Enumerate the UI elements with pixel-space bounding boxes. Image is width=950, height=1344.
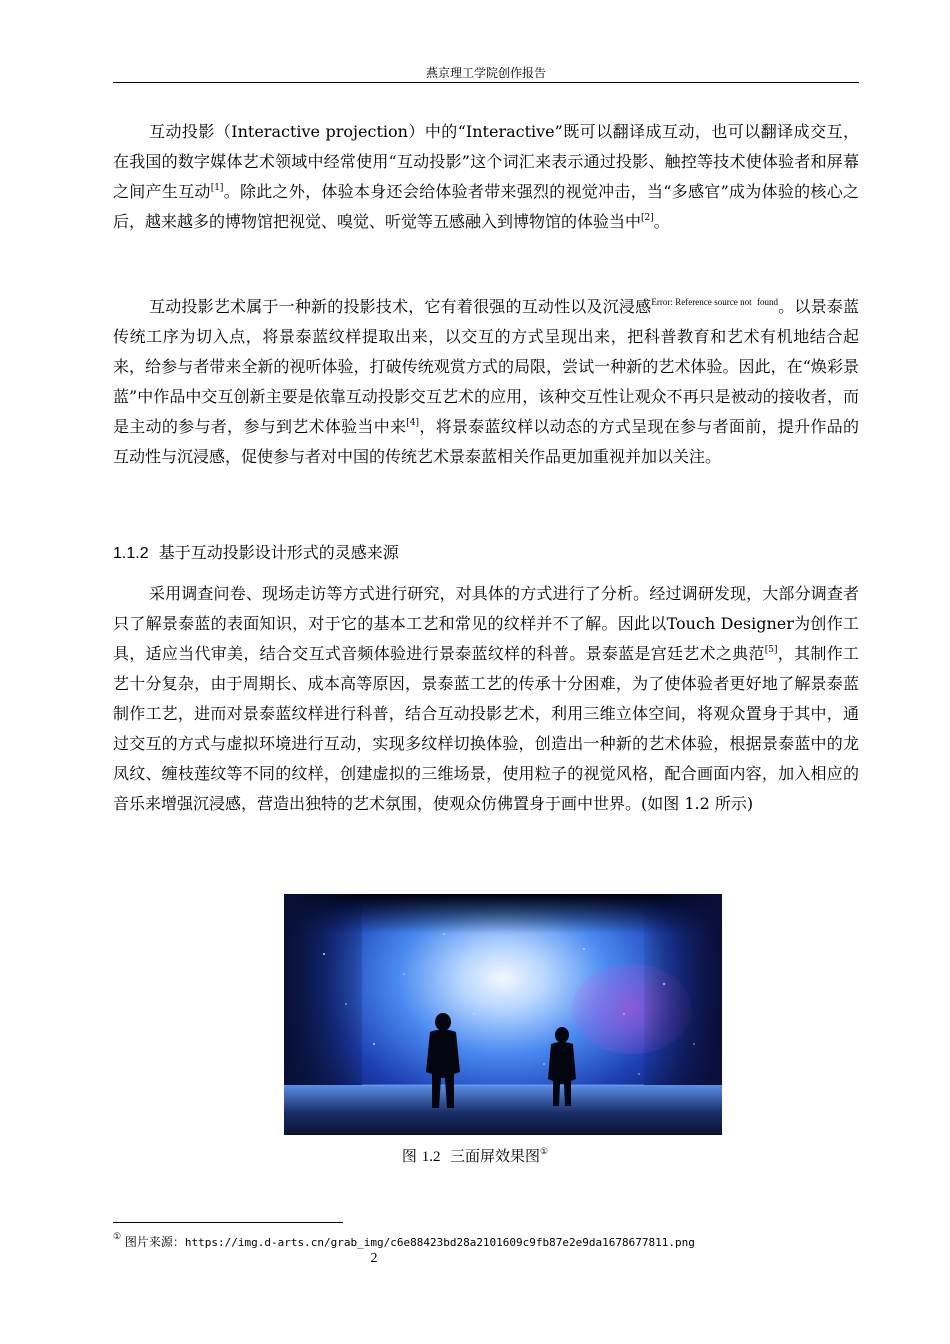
citation-1[interactable]: [1]: [210, 183, 224, 193]
page-number: 2: [370, 1251, 378, 1266]
paragraph-2-text-c: ，将景泰蓝纹样以动态的方式呈现在参与者面前，提升作品的互动性与沉浸感，促使参与者对中国的传统艺术景泰蓝相关作品更加重视并加以关注。: [113, 417, 859, 466]
paragraph-2-text-a: 互动投影艺术属于一种新的投影技术，它有着很强的互动性以及沉浸感: [149, 297, 652, 316]
section-number: 1.1.2: [113, 545, 149, 562]
caption-prefix: 图: [401, 1147, 417, 1165]
section-title: 基于互动投影设计形式的灵感来源: [158, 543, 399, 562]
footnote-label: 图片来源：: [124, 1235, 185, 1249]
person-right-silhouette: [548, 1027, 576, 1106]
section-heading: [113, 541, 399, 566]
footnote: [113, 1234, 695, 1251]
paragraph-2: [113, 292, 859, 472]
paragraph-3-text-b: ，其制作工艺十分复杂，由于周期长、成本高等原因，景泰蓝工艺的传承十分困难，为了使体验者更好地了解景泰蓝制作工艺，进而对景泰蓝纹样进行科普，结合互动投影艺术，利用三维立体空间，将观众置身于其中，通过交互的方式与虚拟环境进行互动，实现多纹样切换体验，创造出一种新的艺术体验，根据景泰蓝中的龙凤纹、缠枝莲纹等不同的纹样，创建虚拟的三维场景，使用粒子的视觉风格，配合画面内容，加入相应的音乐来增强沉浸感，营造出独特的艺术氛围，使观众仿佛置身于画中世界。(如图 1.2 所示): [113, 644, 859, 813]
reference-error-text: Error: Reference source not: [651, 297, 752, 307]
reference-error-tail: found: [756, 297, 778, 307]
header-rule: [113, 82, 859, 83]
page-header: 燕京理工学院创作报告: [425, 66, 546, 80]
paragraph-1-text-b: 。除此之外，体验本身还会给体验者带来强烈的视觉冲击，当“多感官”成为体验的核心之后，越来越多的博物馆把视觉、嗅觉、听觉等五感融入到博物馆的体验当中: [113, 182, 859, 231]
paragraph-2-text-b: 。以景泰蓝传统工序为切入点，将景泰蓝纹样提取出来，以交互的方式呈现出来，把科普教育和艺术有机地结合起来，给参与者带来全新的视听体验，打破传统观赏方式的局限，尝试一种新的艺术体验。因此，在“焕彩景蓝”中作品中交互创新主要是依靠互动投影交互艺术的应用，该种交互性让观众不再只是被动的接收者，而是主动的参与者，参与到艺术体验当中来: [113, 297, 859, 436]
citation-5[interactable]: [5]: [764, 645, 778, 655]
paragraph-1-text-c: 。: [653, 212, 670, 231]
footnote-url[interactable]: https://img.d-arts.cn/grab_img/c6e88423bd28a2101609c9fb87e2e9da1678677811.png: [184, 1236, 695, 1249]
paragraph-1: [113, 117, 859, 237]
person-left-silhouette: [426, 1013, 460, 1108]
three-screen-photo: [284, 894, 722, 1135]
citation-2[interactable]: [2]: [641, 213, 654, 223]
footnote-rule: [113, 1222, 343, 1223]
paragraph-3: [113, 579, 859, 819]
footnote-mark: ①: [113, 1232, 122, 1242]
caption-number: 1.2: [421, 1149, 441, 1165]
paragraph-1-text-a: 互动投影（Interactive projection）中的“Interactive”既可以翻译成互动，也可以翻译成交互，在我国的数字媒体艺术领域中经常使用“互动投影”这个词汇来表示通过投影、触控等技术使体验者和屏幕之间产生互动: [113, 122, 859, 201]
paragraph-3-text-a: 采用调查问卷、现场走访等方式进行研究，对具体的方式进行了分析。经过调研发现，大部分调查者只了解景泰蓝的表面知识，对于它的基本工艺和常见的纹样并不了解。因此以Touch Designer为创作工具，适应当代审美，结合交互式音频体验进行景泰蓝纹样的科普。景泰蓝是宫廷艺术之典范: [113, 584, 859, 663]
figure-caption: [0, 1146, 950, 1167]
visitor-silhouettes: [284, 894, 722, 1135]
caption-footnote-mark[interactable]: ①: [540, 1147, 549, 1157]
caption-text: 三面屏效果图: [450, 1147, 541, 1165]
citation-4[interactable]: [4]: [406, 418, 420, 428]
